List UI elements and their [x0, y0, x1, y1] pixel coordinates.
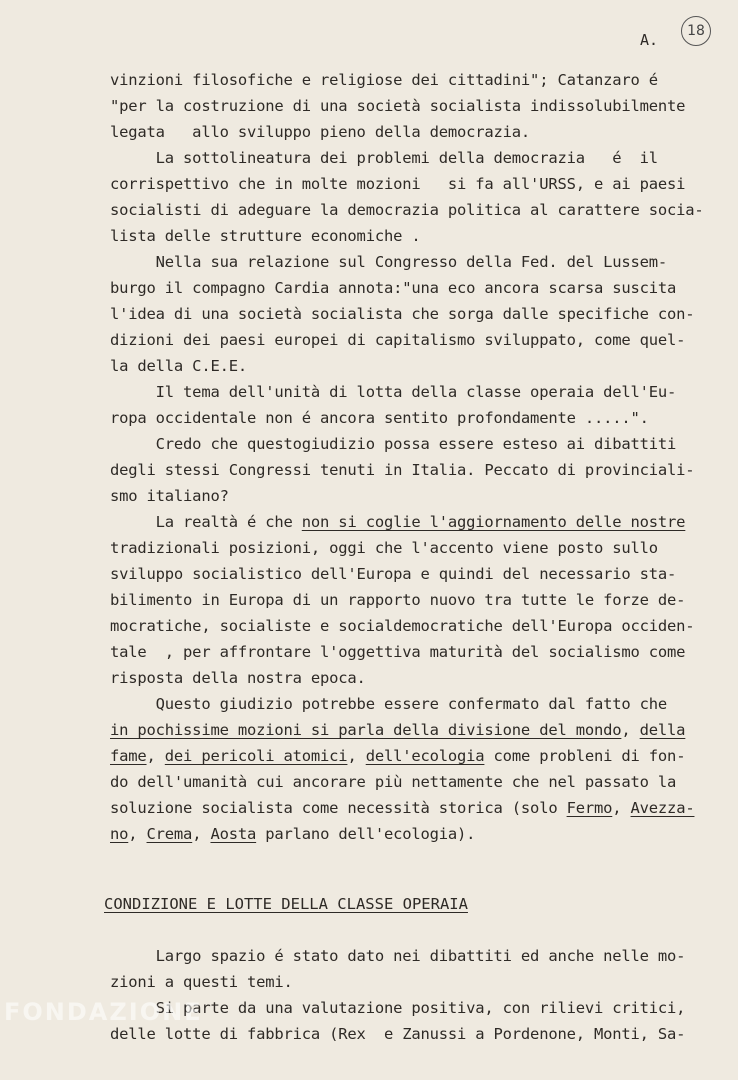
underlined-place: Avezza- — [630, 799, 695, 817]
watermark-logo: FONDAZIONE — [4, 998, 203, 1026]
text-segment: , — [192, 825, 211, 843]
text-line: corrispettivo che in molte mozioni si fa all'URSS, e ai paesi — [110, 175, 686, 193]
underlined-place: Fermo — [566, 799, 613, 817]
text-segment: , — [347, 747, 366, 765]
underlined-phrase: in pochissime mozioni si parla della divisione del mondo — [110, 721, 622, 739]
text-line: tradizionali posizioni, oggi che l'accento viene posto sullo — [110, 539, 658, 557]
text-line: dizioni dei paesi europei di capitalismo sviluppato, come quel- — [110, 331, 686, 349]
text-line: degli stessi Congressi tenuti in Italia. Peccato di provinciali- — [110, 461, 695, 479]
text-line — [110, 824, 475, 844]
text-line: Si parte da una valutazione positiva, con rilievi critici, — [110, 999, 686, 1017]
underlined-place: no — [110, 825, 129, 843]
text-line: burgo il compagno Cardia annota:"una eco ancora scarsa suscita — [110, 279, 677, 297]
text-line — [110, 720, 685, 740]
text-line: l'idea di una società socialista che sorga dalle specifiche con- — [110, 305, 695, 323]
text-line: risposta della nostra epoca. — [110, 669, 366, 687]
text-line: zioni a questi temi. — [110, 973, 293, 991]
underlined-phrase: della — [639, 721, 686, 739]
text-line: legata allo sviluppo pieno della democrazia. — [110, 123, 531, 141]
text-line: Largo spazio é stato dato nei dibattiti ed anche nelle mo- — [110, 947, 686, 965]
text-line — [110, 512, 685, 532]
text-line: Credo che questogiudizio possa essere esteso ai dibattiti — [110, 435, 677, 453]
text-line — [110, 798, 694, 818]
text-line — [110, 746, 685, 766]
underlined-place: Crema — [146, 825, 193, 843]
text-segment: , — [128, 825, 147, 843]
text-segment: come probleni di fon- — [484, 747, 686, 765]
text-segment: , — [612, 799, 631, 817]
text-line: vinzioni filosofiche e religiose dei cittadini"; Catanzaro é — [110, 71, 658, 89]
text-line: ropa occidentale non é ancora sentito profondamente .....". — [110, 409, 649, 427]
section-heading: CONDIZIONE E LOTTE DELLA CLASSE OPERAIA — [104, 895, 468, 913]
underlined-phrase: non si coglie l'aggiornamento delle nostre — [301, 513, 686, 531]
text-segment: La realtà é che — [110, 513, 302, 531]
page-letter: A. — [640, 31, 659, 49]
text-line: Il tema dell'unità di lotta della classe operaia dell'Eu- — [110, 383, 677, 401]
text-line: Nella sua relazione sul Congresso della Fed. del Lussem- — [110, 253, 668, 271]
text-line: socialisti di adeguare la democrazia politica al carattere socia- — [110, 201, 704, 219]
text-line: bilimento in Europa di un rapporto nuovo tra tutte le forze de- — [110, 591, 686, 609]
text-line: Questo giudizio potrebbe essere confermato dal fatto che — [110, 695, 668, 713]
text-line: La sottolineatura dei problemi della democrazia é il — [110, 149, 658, 167]
underlined-phrase: dell'ecologia — [365, 747, 485, 765]
text-line: tale , per affrontare l'oggettiva maturità del socialismo come — [110, 643, 686, 661]
text-segment: , — [146, 747, 165, 765]
page-number-circled: 18 — [681, 16, 711, 46]
text-line: lista delle strutture economiche . — [110, 227, 421, 245]
text-segment: , — [621, 721, 640, 739]
underlined-phrase: dei pericoli atomici — [164, 747, 348, 765]
text-line: mocratiche, socialiste e socialdemocratiche dell'Europa occiden- — [110, 617, 695, 635]
text-line: smo italiano? — [110, 487, 229, 505]
text-line: do dell'umanità cui ancorare più nettamente che nel passato la — [110, 773, 677, 791]
underlined-place: Aosta — [210, 825, 257, 843]
underlined-phrase: fame — [110, 747, 147, 765]
text-line: la della C.E.E. — [110, 357, 247, 375]
text-line: delle lotte di fabbrica (Rex e Zanussi a Pordenone, Monti, Sa- — [110, 1025, 686, 1043]
text-segment: parlano dell'ecologia). — [256, 825, 476, 843]
text-line: "per la costruzione di una società socialista indissolubilmente — [110, 97, 686, 115]
text-line: sviluppo socialistico dell'Europa e quindi del necessario sta- — [110, 565, 677, 583]
text-segment: soluzione socialista come necessità storica (solo — [110, 799, 567, 817]
